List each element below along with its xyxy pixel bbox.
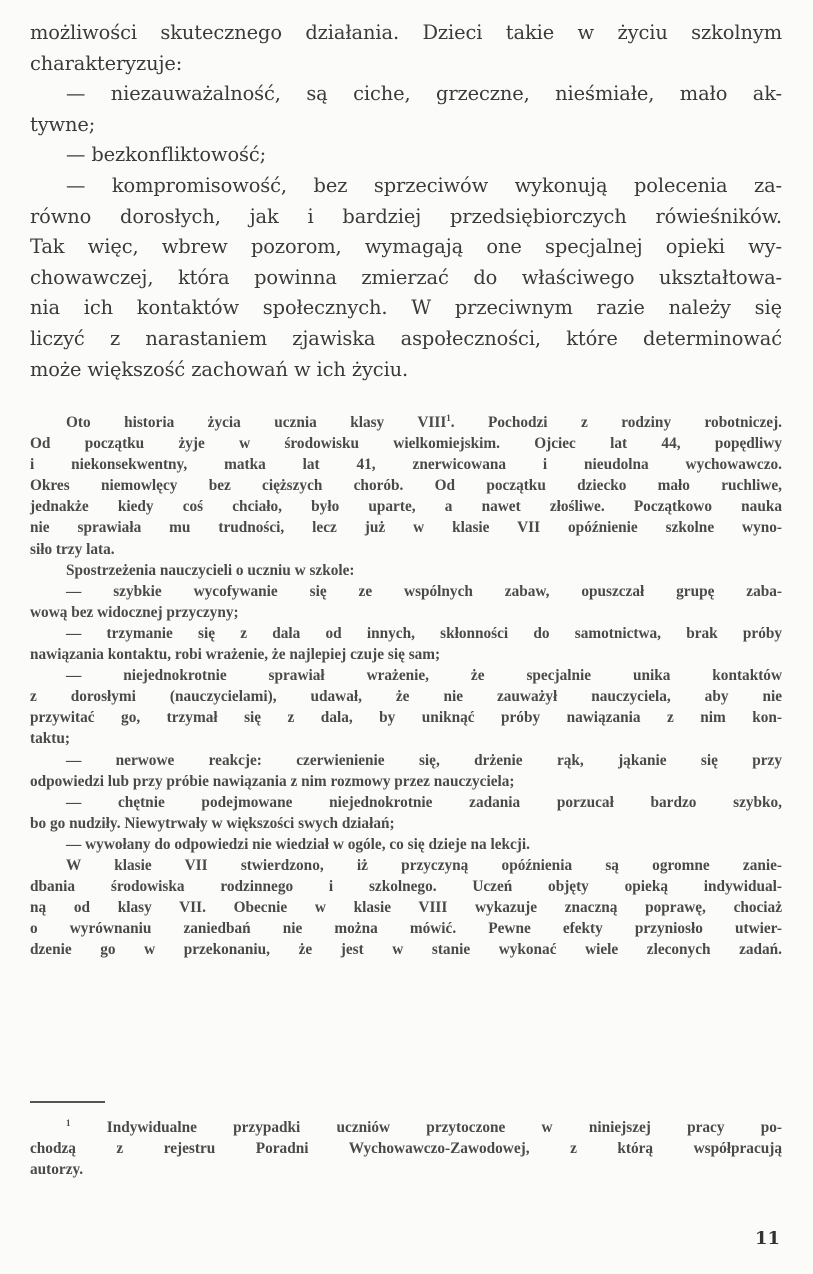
list-item-line: — niezauważalność, są ciche, grzeczne, nieśmiałe, mało ak- bbox=[66, 82, 782, 106]
case-study bbox=[30, 412, 782, 960]
text-line: o wyrównaniu zaniedbań nie można mówić. Pewne efekty przyniosło utwier- bbox=[30, 920, 782, 938]
text-line: W klasie VII stwierdzono, iż przyczyną opóźnienia są ogromne zanie- bbox=[66, 856, 782, 874]
text-line: równo dorosłych, jak i bardziej przedsiębiorczych rówieśników. bbox=[30, 204, 782, 228]
list-item-line: — wywołany do odpowiedzi nie wiedział w ogóle, co się dzieje na lekcji. bbox=[66, 835, 530, 853]
footnote-text: Indywidualne przypadki uczniów przytoczone w niniejszej pracy po- bbox=[106, 1119, 782, 1136]
text-line: z dorosłymi (nauczycielami), udawał, że nie zauważył nauczyciela, aby nie bbox=[30, 688, 782, 706]
case-intro-tail: . Pochodzi z rodziny robotniczej. bbox=[450, 414, 782, 431]
text-line: taktu; bbox=[30, 730, 70, 748]
footnote bbox=[30, 1117, 782, 1180]
list-item-line: — szybkie wycofywanie się ze wspólnych zabaw, opuszczał grupę zaba- bbox=[66, 582, 782, 600]
list-item-line: — nerwowe reakcje: czerwienienie się, drżenie rąk, jąkanie się przy bbox=[66, 751, 782, 769]
text-line: dzenie go w przekonaniu, że jest w stanie wykonać wiele zleconych zadań. bbox=[30, 941, 782, 959]
text-line: siło trzy lata. bbox=[30, 540, 115, 558]
list-item-line: — bezkonfliktowość; bbox=[66, 143, 267, 167]
footnote-number: 1 bbox=[66, 1117, 71, 1128]
text-line: chowawczej, która powinna zmierzać do właściwego ukształtowa- bbox=[30, 265, 782, 289]
list-item-line: — trzymanie się z dala od innych, skłonności do samotnictwa, brak próby bbox=[66, 624, 782, 642]
list-item-line: — niejednokrotnie sprawiał wrażenie, że specjalnie unika kontaktów bbox=[66, 667, 782, 685]
text-line: Tak więc, wbrew pozorom, wymagają one specjalnej opieki wy- bbox=[30, 235, 782, 259]
text-line bbox=[30, 412, 782, 433]
case-intro-text: Oto historia życia ucznia klasy VIII bbox=[66, 414, 447, 431]
text-line: i niekonsekwentny, matka lat 41, znerwicowana i nieudolna wychowawczo. bbox=[30, 456, 782, 474]
text-line: Od początku żyje w środowisku wielkomiejskim. Ojciec lat 44, popędliwy bbox=[30, 435, 782, 453]
text-line: dbania środowiska rodzinnego i szkolnego. Uczeń objęty opieką indywidual- bbox=[30, 878, 782, 896]
text-line: nawiązania kontaktu, robi wrażenie, że najlepiej czuje się sam; bbox=[30, 646, 441, 664]
footnote-line: autorzy. bbox=[30, 1161, 84, 1179]
text-line: możliwości skutecznego działania. Dzieci takie w życiu szkolnym bbox=[30, 21, 782, 44]
main-paragraph bbox=[30, 18, 782, 385]
footnote-line bbox=[30, 1117, 782, 1138]
list-item-line: — chętnie podejmowane niejednokrotnie zadania porzucał bardzo szybko, bbox=[66, 793, 782, 811]
text-line: nia ich kontaktów społecznych. W przeciwnym razie należy się bbox=[30, 296, 782, 320]
subheading: Spostrzeżenia nauczycieli o uczniu w szkole: bbox=[66, 561, 355, 579]
list-item-line: — kompromisowość, bez sprzeciwów wykonują polecenia za- bbox=[66, 173, 782, 197]
text-line: ną od klasy VII. Obecnie w klasie VIII wykazuje znaczną poprawę, chociaż bbox=[30, 899, 782, 917]
text-line: bo go nudziły. Niewytrwały w większości swych działań; bbox=[30, 814, 395, 832]
footnote-divider bbox=[30, 1101, 105, 1103]
footnote-line: chodzą z rejestru Poradni Wychowawczo-Zawodowej, z którą współpracują bbox=[30, 1140, 782, 1158]
text-line: odpowiedzi lub przy próbie nawiązania z nim rozmowy przez nauczyciela; bbox=[30, 772, 515, 790]
page-number: 11 bbox=[754, 1228, 780, 1249]
text-line: liczyć z narastaniem zjawiska aspołeczności, które determinować bbox=[30, 326, 782, 350]
footnote-marker[interactable]: 1 bbox=[446, 412, 451, 423]
text-line: wową bez widocznej przyczyny; bbox=[30, 603, 239, 621]
text-line: jednakże kiedy coś chciało, było uparte, a nawet złośliwe. Początkowo nauka bbox=[30, 498, 782, 516]
text-line: tywne; bbox=[30, 112, 96, 136]
text-line: przywitać go, trzymał się z dala, by uniknąć próby nawiązania z nim kon- bbox=[30, 709, 782, 727]
text-line: Okres niemowlęcy bez cięższych chorób. Od początku dziecko mało ruchliwe, bbox=[30, 477, 782, 495]
text-line: nie sprawiała mu trudności, lecz już w klasie VII opóźnienie szkolne wyno- bbox=[30, 519, 782, 537]
text-line: charakteryzuje: bbox=[30, 51, 183, 75]
text-line: może większość zachowań w ich życiu. bbox=[30, 357, 409, 381]
